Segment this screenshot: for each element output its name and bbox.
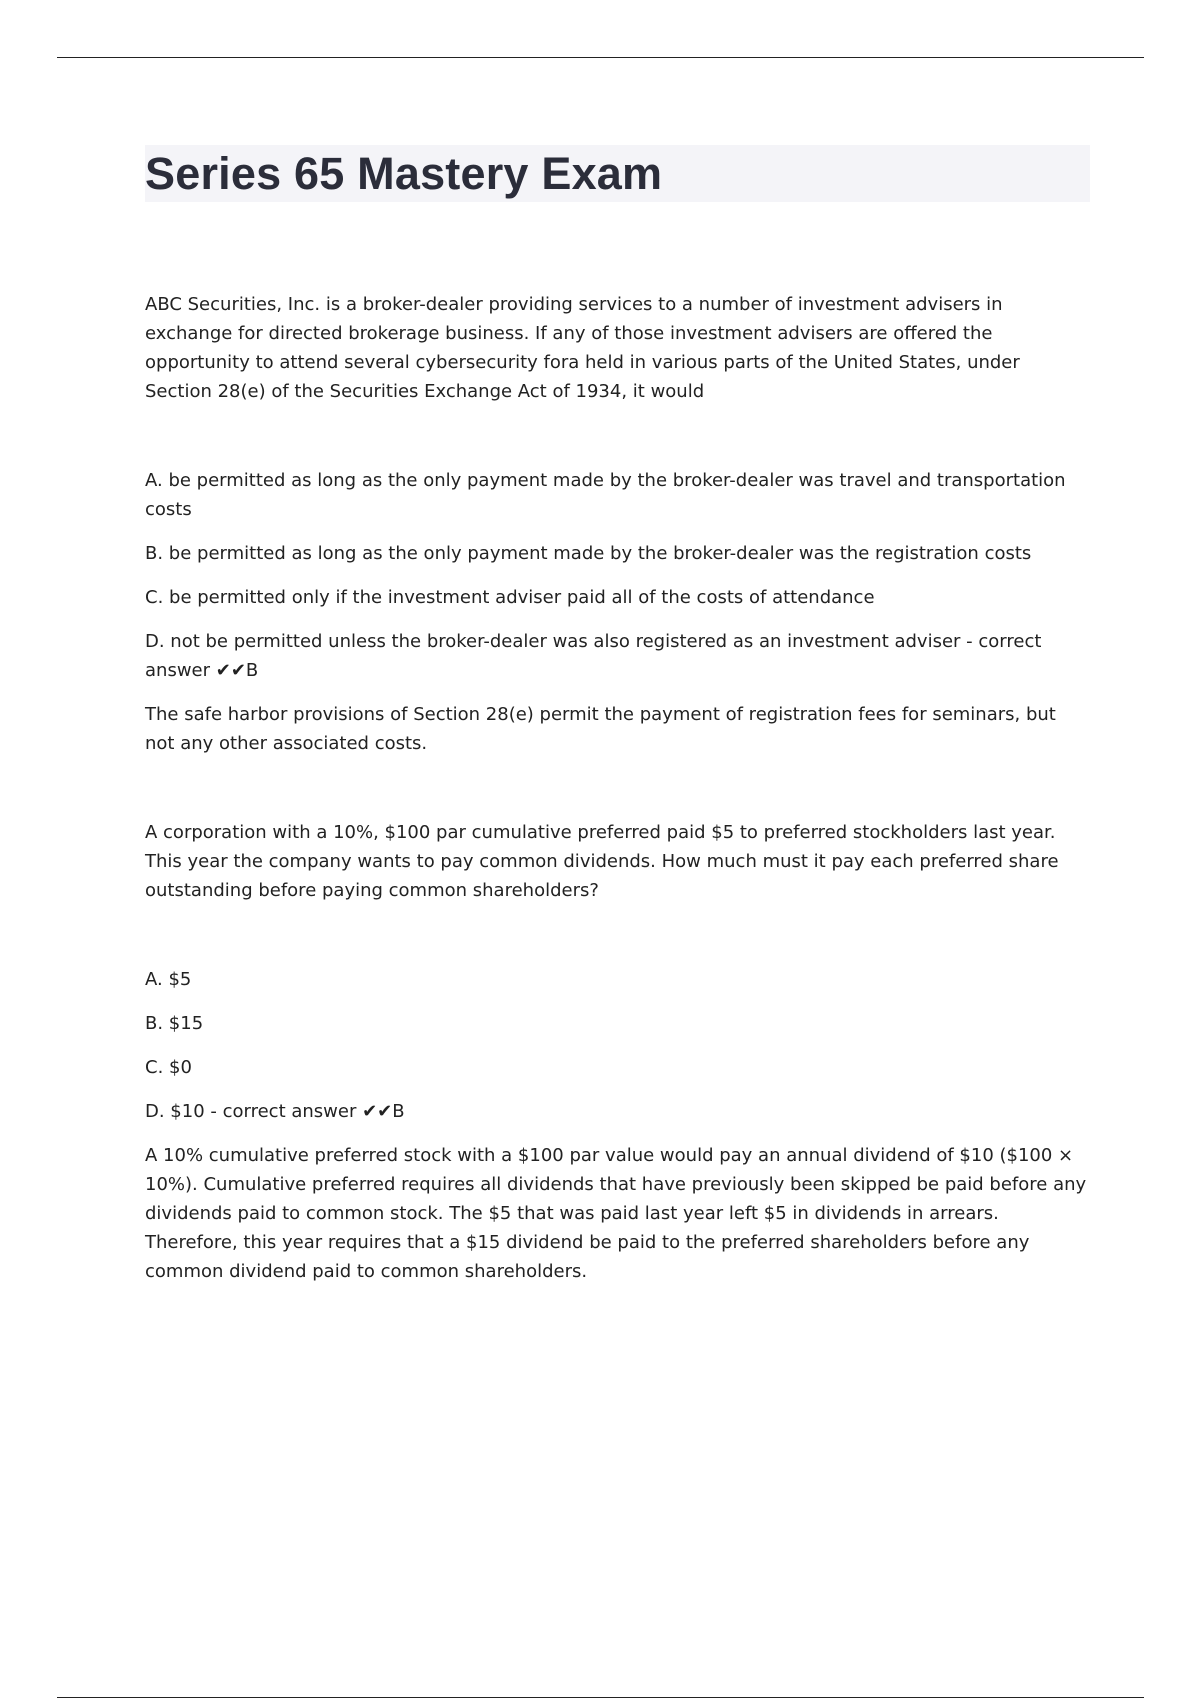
question-block-2	[145, 818, 1090, 1286]
question-block-1	[145, 290, 1090, 758]
document-body	[145, 145, 1090, 1346]
answer-option: D. $10 - correct answer ✔✔B	[145, 1101, 405, 1122]
title-band	[145, 145, 1090, 202]
answer-explanation: A 10% cumulative preferred stock with a $100 par value would pay an annual dividend of $10 ($100 × 10%). Cumulative preferred requires all dividends that have previously been skipped be paid before any dividends paid to common stock. The $5 that was paid last year left $5 in dividends in arrears. Therefore, this year requires that a $15 dividend be paid to the preferred shareholders before any common dividend paid to common shareholders.	[145, 1145, 1087, 1282]
question-text: ABC Securities, Inc. is a broker-dealer providing services to a number of investment advisers in exchange for directed brokerage business. If any of those investment advisers are offered the opportunity to attend several cybersecurity fora held in various parts of the United States, under Section 28(e) of the Securities Exchange Act of 1934, it would	[145, 294, 1020, 402]
page-title: Series 65 Mastery Exam	[145, 148, 663, 199]
answer-option: C. $0	[145, 1057, 192, 1078]
bottom-divider	[57, 1697, 1144, 1698]
answer-option: B. $15	[145, 1013, 204, 1034]
answer-explanation: The safe harbor provisions of Section 28(e) permit the payment of registration fees for seminars, but not any other associated costs.	[145, 704, 1056, 754]
top-divider	[57, 57, 1144, 58]
answer-option: D. not be permitted unless the broker-dealer was also registered as an investment adviser - correct answer ✔✔B	[145, 631, 1042, 681]
answer-option: A. be permitted as long as the only payment made by the broker-dealer was travel and transportation costs	[145, 470, 1066, 520]
answer-option: B. be permitted as long as the only payment made by the broker-dealer was the registration costs	[145, 543, 1032, 564]
answer-option: A. $5	[145, 969, 192, 990]
answer-option: C. be permitted only if the investment adviser paid all of the costs of attendance	[145, 587, 875, 608]
question-text: A corporation with a 10%, $100 par cumulative preferred paid $5 to preferred stockholders last year. This year the company wants to pay common dividends. How much must it pay each preferred share outstanding before paying common shareholders?	[145, 822, 1059, 901]
